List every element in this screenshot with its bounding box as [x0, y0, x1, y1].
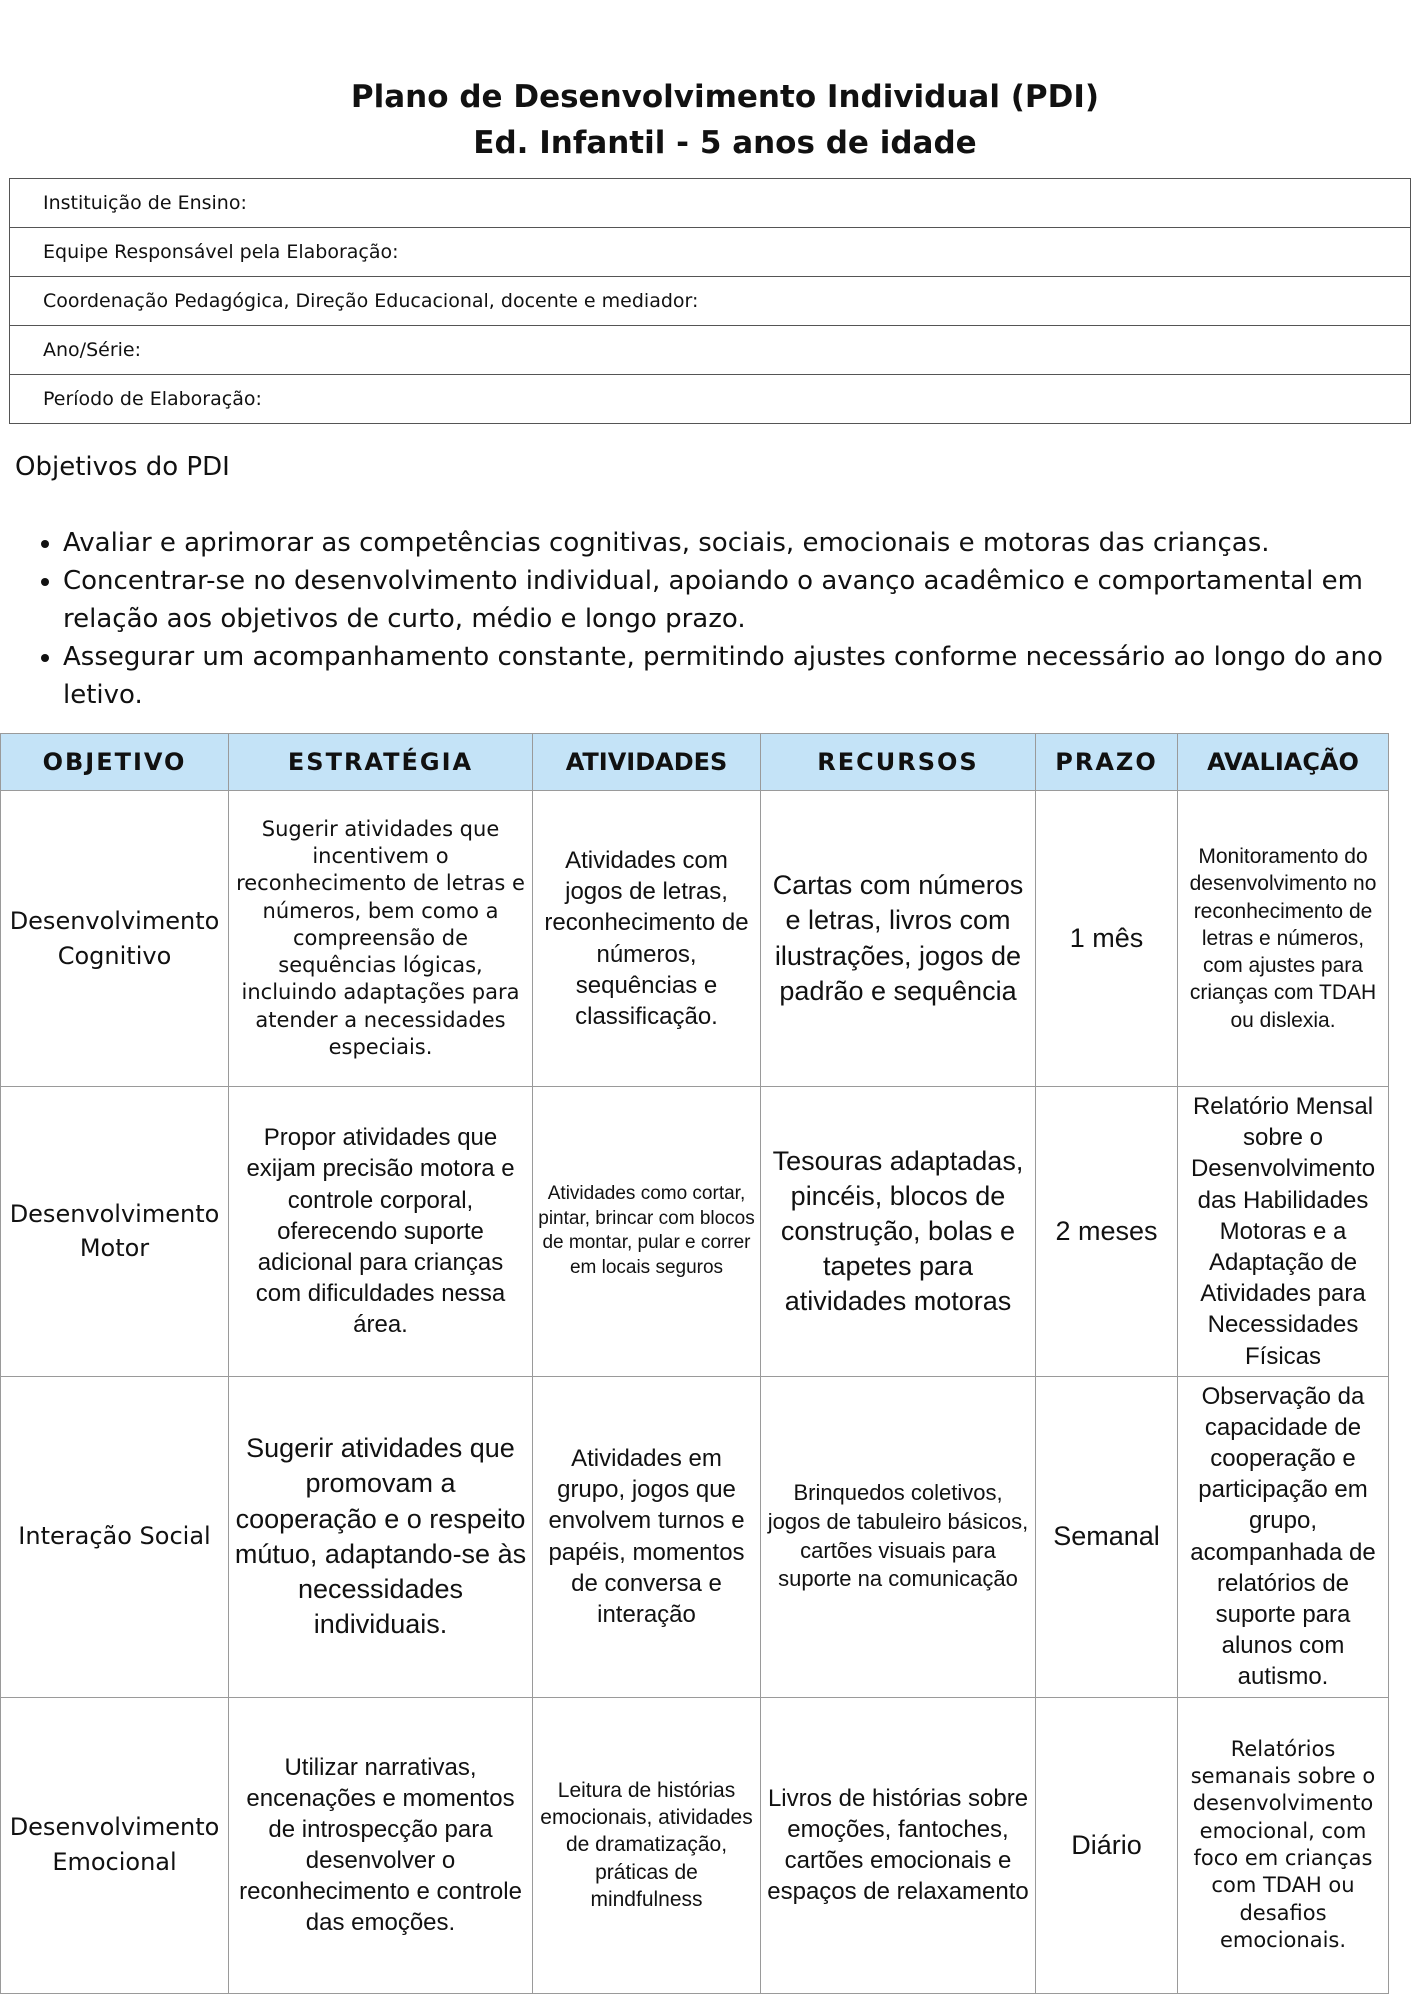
cell-atividades: Atividades como cortar, pintar, brincar com blocos de montar, pular e correr em locais seguros — [533, 1087, 761, 1377]
cell-prazo: 2 meses — [1036, 1087, 1178, 1377]
info-field-periodo: Período de Elaboração: — [10, 375, 1411, 424]
title-line-2: Ed. Infantil - 5 anos de idade — [473, 125, 977, 161]
info-field-instituicao: Instituição de Ensino: — [10, 179, 1411, 228]
info-row — [10, 375, 1411, 424]
header-estrategia: ESTRATÉGIA — [229, 734, 533, 791]
cell-recursos: Cartas com números e letras, livros com ilustrações, jogos de padrão e sequência — [761, 791, 1036, 1087]
info-row — [10, 326, 1411, 375]
info-row — [10, 179, 1411, 228]
cell-prazo: Semanal — [1036, 1376, 1178, 1697]
objective-item: • Assegurar um acompanhamento constante, permitindo ajustes conforme necessário ao longo do ano letivo. — [63, 638, 1414, 714]
cell-objetivo: Desenvolvimento Motor — [1, 1087, 229, 1377]
cell-atividades: Leitura de histórias emocionais, atividades de dramatização, práticas de mindfulness — [533, 1697, 761, 1993]
objective-item: • Concentrar-se no desenvolvimento individual, apoiando o avanço acadêmico e comportamental em relação aos objetivos de curto, médio e longo prazo. — [63, 562, 1414, 638]
cell-recursos: Brinquedos coletivos, jogos de tabuleiro básicos, cartões visuais para suporte na comunicação — [761, 1376, 1036, 1697]
cell-avaliacao: Observação da capacidade de cooperação e participação em grupo, acompanhada de relatórios de suporte para alunos com autismo. — [1178, 1376, 1389, 1697]
cell-recursos: Livros de histórias sobre emoções, fantoches, cartões emocionais e espaços de relaxamento — [761, 1697, 1036, 1993]
info-field-equipe: Equipe Responsável pela Elaboração: — [10, 228, 1411, 277]
info-field-ano-serie: Ano/Série: — [10, 326, 1411, 375]
cell-atividades: Atividades em grupo, jogos que envolvem turnos e papéis, momentos de conversa e interação — [533, 1376, 761, 1697]
cell-avaliacao: Relatórios semanais sobre o desenvolvimento emocional, com foco em crianças com TDAH ou desafios emocionais. — [1178, 1697, 1389, 1993]
objectives-list — [15, 524, 1414, 714]
plan-header-row — [1, 734, 1389, 791]
plan-table — [0, 733, 1389, 1994]
cell-estrategia: Utilizar narrativas, encenações e momentos de introspecção para desenvolver o reconhecimento e controle das emoções. — [229, 1697, 533, 1993]
title-line-1: Plano de Desenvolvimento Individual (PDI) — [350, 79, 1100, 115]
info-row — [10, 277, 1411, 326]
header-prazo: PRAZO — [1036, 734, 1178, 791]
cell-prazo: Diário — [1036, 1697, 1178, 1993]
info-field-coordenacao: Coordenação Pedagógica, Direção Educacional, docente e mediador: — [10, 277, 1411, 326]
table-row — [1, 1087, 1389, 1377]
cell-estrategia: Sugerir atividades que promovam a cooperação e o respeito mútuo, adaptando-se às necessidades individuais. — [229, 1376, 533, 1697]
cell-prazo: 1 mês — [1036, 791, 1178, 1087]
table-row — [1, 1697, 1389, 1993]
header-avaliacao: AVALIAÇÃO — [1178, 734, 1389, 791]
objective-item: • Avaliar e aprimorar as competências cognitivas, sociais, emocionais e motoras das crianças. — [63, 524, 1414, 562]
cell-avaliacao: Monitoramento do desenvolvimento no reconhecimento de letras e números, com ajustes para crianças com TDAH ou dislexia. — [1178, 791, 1389, 1087]
cell-estrategia: Propor atividades que exijam precisão motora e controle corporal, oferecendo suporte adicional para crianças com dificuldades nessa área. — [229, 1087, 533, 1377]
cell-objetivo: Desenvolvimento Cognitivo — [1, 791, 229, 1087]
cell-estrategia: Sugerir atividades que incentivem o reconhecimento de letras e números, bem como a compreensão de sequências lógicas, incluindo adaptações para atender a necessidades especiais. — [229, 791, 533, 1087]
header-recursos: RECURSOS — [761, 734, 1036, 791]
header-atividades: ATIVIDADES — [533, 734, 761, 791]
objectives-heading: Objetivos do PDI — [15, 452, 230, 482]
document-title — [330, 74, 1120, 166]
cell-recursos: Tesouras adaptadas, pincéis, blocos de construção, bolas e tapetes para atividades motoras — [761, 1087, 1036, 1377]
header-objetivo: OBJETIVO — [1, 734, 229, 791]
cell-atividades: Atividades com jogos de letras, reconhecimento de números, sequências e classificação. — [533, 791, 761, 1087]
cell-objetivo: Desenvolvimento Emocional — [1, 1697, 229, 1993]
cell-objetivo: Interação Social — [1, 1376, 229, 1697]
info-table — [9, 178, 1411, 424]
info-row — [10, 228, 1411, 277]
table-row — [1, 1376, 1389, 1697]
cell-avaliacao: Relatório Mensal sobre o Desenvolvimento das Habilidades Motoras e a Adaptação de Atividades para Necessidades Físicas — [1178, 1087, 1389, 1377]
table-row — [1, 791, 1389, 1087]
